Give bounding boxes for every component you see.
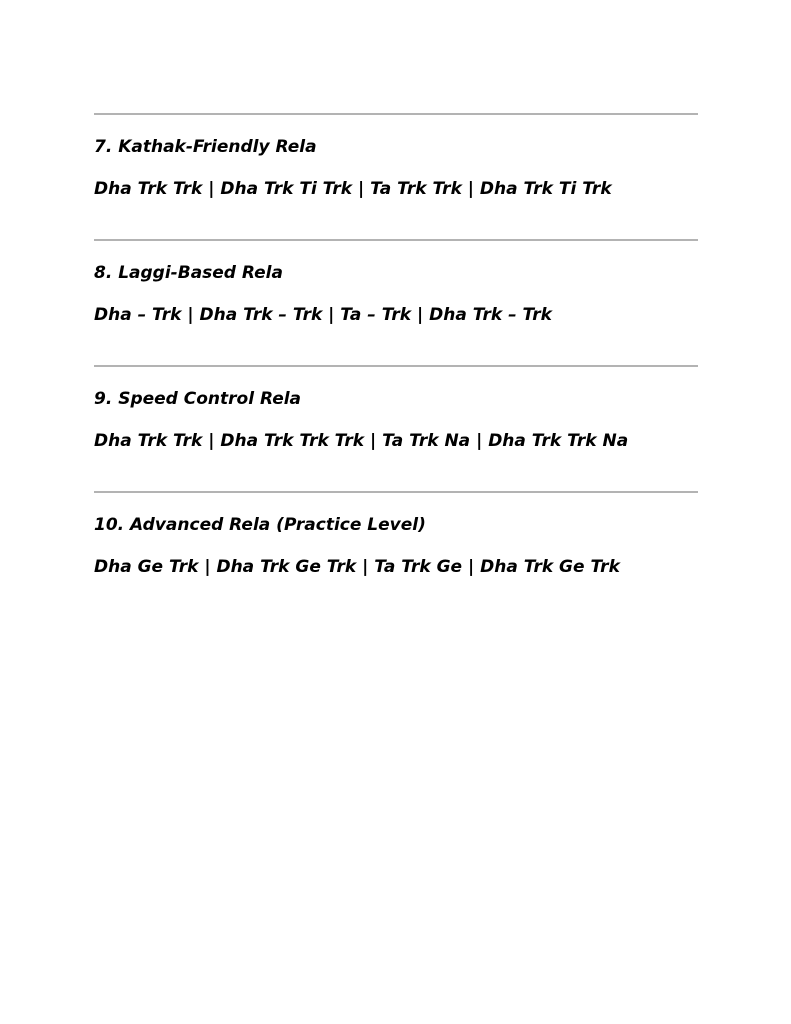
bol-pattern: Dha Trk Trk | Dha Trk Trk Trk | Ta Trk Na | Dha Trk Trk Na bbox=[94, 431, 629, 451]
section-heading: 10. Advanced Rela (Practice Level) bbox=[94, 515, 426, 535]
section-heading: 8. Laggi-Based Rela bbox=[94, 263, 283, 283]
bol-pattern: Dha Ge Trk | Dha Trk Ge Trk | Ta Trk Ge | Dha Trk Ge Trk bbox=[94, 557, 620, 577]
bol-pattern: Dha Trk Trk | Dha Trk Ti Trk | Ta Trk Trk | Dha Trk Ti Trk bbox=[94, 179, 612, 199]
bol-pattern: Dha – Trk | Dha Trk – Trk | Ta – Trk | Dha Trk – Trk bbox=[94, 305, 552, 325]
section-divider bbox=[94, 239, 698, 241]
section-divider bbox=[94, 365, 698, 367]
section-divider bbox=[94, 113, 698, 115]
section-heading: 9. Speed Control Rela bbox=[94, 389, 302, 409]
section-heading: 7. Kathak-Friendly Rela bbox=[94, 137, 317, 157]
section-divider bbox=[94, 491, 698, 493]
